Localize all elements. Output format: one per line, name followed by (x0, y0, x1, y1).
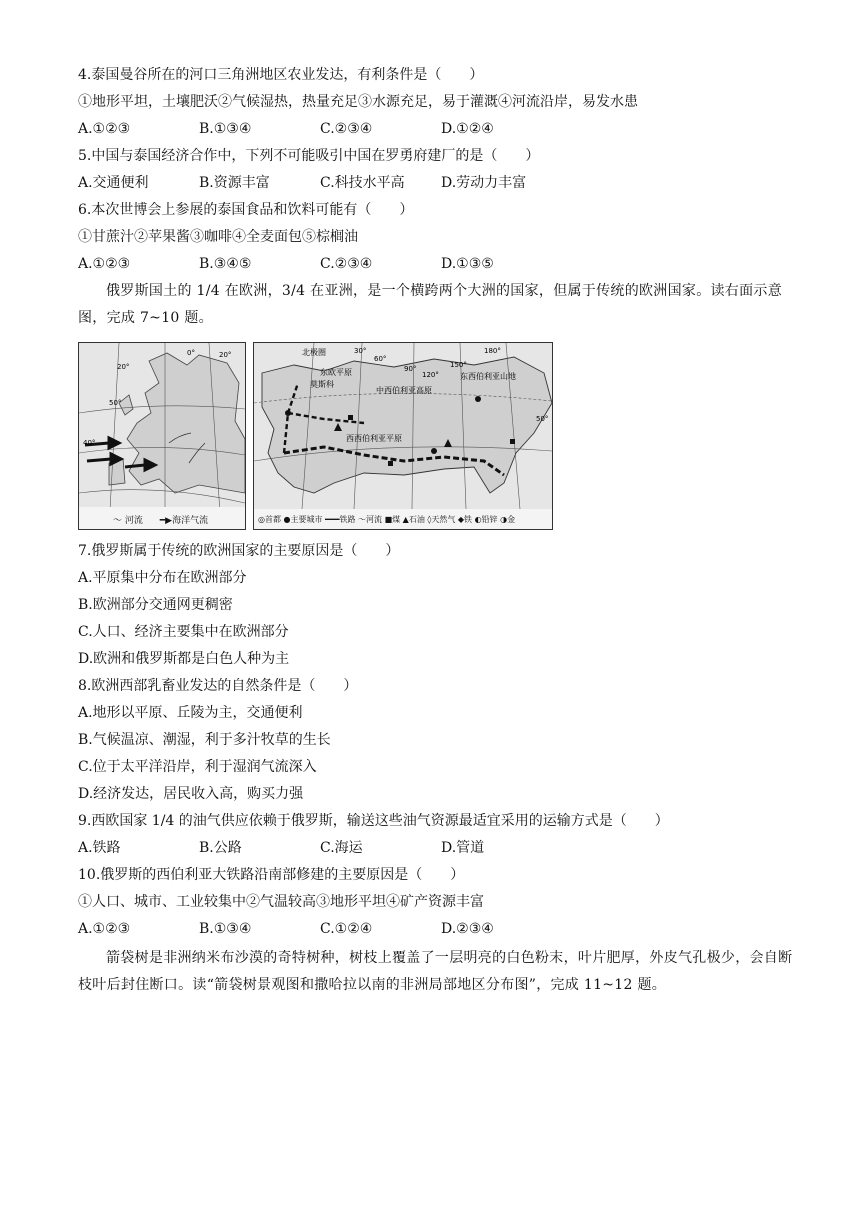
q5-stem: 5.中国与泰国经济合作中，下列不可能吸引中国在罗勇府建厂的是（ ） (78, 148, 540, 164)
exam-page (78, 62, 798, 999)
q8-stem: 8.欧洲西部乳畜业发达的自然条件是（ ） (78, 678, 358, 694)
current-legend-label: 海洋气流 (172, 516, 209, 526)
river-legend-icon: ～ (113, 516, 125, 526)
q6-options (78, 251, 798, 278)
q7-option-c: C.人口、经济主要集中在欧洲部分 (78, 624, 289, 640)
q7-stem: 7.俄罗斯属于传统的欧洲国家的主要原因是（ ） (78, 543, 400, 559)
q8-option-d: D.经济发达，居民收入高，购买力强 (78, 786, 304, 802)
europe-lon-label-1: 20° (117, 363, 130, 371)
q10-items: ①人口、城市、工业较集中②气温较高③地形平坦④矿产资源丰富 (78, 894, 484, 910)
russia-lon-label-6: 180° (484, 347, 501, 355)
q4-option-a: A.①②③ (78, 121, 131, 137)
q6-option-c: C.②③④ (320, 256, 373, 272)
russia-lon-label-4: 120° (422, 371, 439, 379)
europe-legend (113, 513, 208, 526)
q8-option-a: A.地形以平原、丘陵为主，交通便利 (78, 705, 303, 721)
russia-lat-label-1: 50° (536, 415, 549, 423)
east-european-plain-label: 东欧平原 (320, 368, 352, 377)
q10-option-a: A.①②③ (78, 921, 131, 937)
q4-option-d: D.①②④ (441, 121, 494, 137)
europe-lat-label-2: 40° (83, 439, 96, 447)
east-siberian-mountains-label: 东西伯利亚山地 (460, 372, 516, 381)
q9-option-d: D.管道 (441, 840, 485, 856)
q5-option-a: A.交通便利 (78, 175, 149, 191)
q9-option-b: B.公路 (199, 840, 242, 856)
q9-option-a: A.铁路 (78, 840, 121, 856)
river-legend-label: 河流 (124, 516, 143, 526)
q6-option-d: D.①③⑤ (441, 256, 494, 272)
quiver-tree-intro: 箭袋树是非洲纳米布沙漠的奇特树种，树枝上覆盖了一层明亮的白色粉末，叶片肥厚，外皮气孔极少，会自断枝叶后封住断口。读“箭袋树景观图和撒哈拉以南的非洲局部地区分布图”，完成 11~12 题。 (78, 950, 793, 993)
q7-option-a: A.平原集中分布在欧洲部分 (78, 570, 247, 586)
russia-lon-label-3: 90° (404, 365, 417, 373)
q8-option-b: B.气候温凉、潮湿，利于多汁牧草的生长 (78, 732, 331, 748)
q5-options (78, 170, 798, 197)
europe-map (78, 342, 246, 530)
q5-option-b: B.资源丰富 (199, 175, 270, 191)
q4-option-c: C.②③④ (320, 121, 373, 137)
q6-option-b: B.③④⑤ (199, 256, 252, 272)
russia-map (253, 342, 553, 530)
current-arrow-icon: ━▶ (159, 516, 173, 526)
central-siberian-plateau-label: 中西伯利亚高原 (376, 386, 432, 395)
q5-option-d: D.劳动力丰富 (441, 175, 527, 191)
russia-lon-label-2: 60° (374, 355, 387, 363)
europe-map-drawing (79, 343, 245, 529)
europe-lat-label-1: 50° (109, 399, 122, 407)
west-siberian-plain-label: 西西伯利亚平原 (346, 434, 402, 443)
russia-lon-label-1: 30° (354, 347, 367, 355)
europe-lon-label-3: 20° (219, 351, 232, 359)
q10-option-c: C.①②④ (320, 921, 373, 937)
q5-option-c: C.科技水平高 (320, 175, 405, 191)
russia-lon-label-5: 150° (450, 361, 467, 369)
q10-option-d: D.②③④ (441, 921, 494, 937)
q9-stem: 9.西欧国家 1/4 的油气供应依赖于俄罗斯，输送这些油气资源最适宜采用的运输方式是（ ） (78, 813, 669, 829)
map-figure (78, 342, 798, 532)
moscow-label: 莫斯科 (310, 380, 334, 389)
russia-intro: 俄罗斯国土的 1/4 在欧洲，3/4 在亚洲，是一个横跨两个大洲的国家，但属于传统的欧洲国家。读右面示意图，完成 7~10 题。 (78, 283, 783, 326)
q9-options (78, 835, 798, 862)
q9-option-c: C.海运 (320, 840, 363, 856)
russia-map-drawing (254, 343, 552, 529)
q4-stem: 4.泰国曼谷所在的河口三角洲地区农业发达，有利条件是（ ） (78, 67, 484, 83)
q10-option-b: B.①③④ (199, 921, 252, 937)
q6-option-a: A.①②③ (78, 256, 131, 272)
q4-options (78, 116, 798, 143)
q4-option-b: B.①③④ (199, 121, 252, 137)
russia-legend: ◎首都 ●主要城市 ━━━铁路 ～河流 ■煤 ▲石油 ◊天然气 ◆铁 ◐铅锌 ◑金 (258, 515, 516, 524)
q7-option-d: D.欧洲和俄罗斯都是白色人种为主 (78, 651, 290, 667)
q8-option-c: C.位于太平洋沿岸，利于湿润气流深入 (78, 759, 317, 775)
europe-lon-label-2: 0° (187, 349, 195, 357)
q6-items: ①甘蔗汁②苹果酱③咖啡④全麦面包⑤棕榈油 (78, 229, 358, 245)
q10-stem: 10.俄罗斯的西伯利亚大铁路沿南部修建的主要原因是（ ） (78, 867, 465, 883)
q7-option-b: B.欧洲部分交通网更稠密 (78, 597, 233, 613)
q6-stem: 6.本次世博会上参展的泰国食品和饮料可能有（ ） (78, 202, 414, 218)
arctic-circle-label: 北极圈 (302, 348, 326, 357)
q4-items: ①地形平坦，土壤肥沃②气候湿热，热量充足③水源充足，易于灌溉④河流沿岸，易发水患 (78, 94, 638, 110)
q10-options (78, 916, 798, 943)
